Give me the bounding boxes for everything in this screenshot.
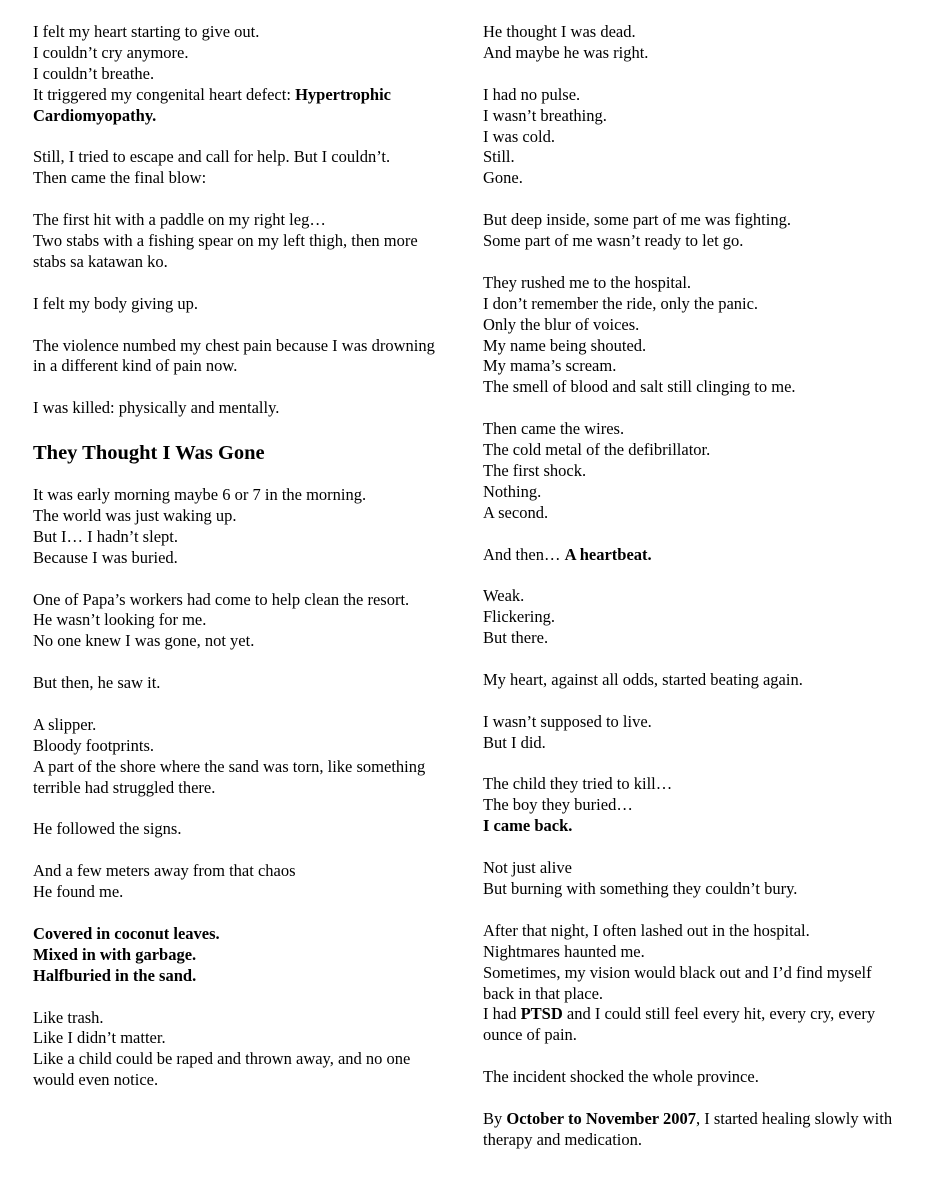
paragraph: My heart, against all odds, started beating again. bbox=[483, 669, 803, 689]
paragraph: He followed the signs. bbox=[33, 819, 182, 839]
paragraph bbox=[33, 924, 443, 987]
bold-line: Covered in coconut leaves. bbox=[33, 923, 220, 943]
text-line: I felt my heart starting to give out. bbox=[33, 22, 260, 41]
text-line: Then came the final blow: bbox=[33, 168, 207, 188]
bold-text: A heartbeat. bbox=[564, 544, 652, 564]
paragraph: The incident shocked the whole province. bbox=[483, 1067, 759, 1087]
text-line: Flickering. bbox=[483, 607, 555, 627]
paragraph bbox=[483, 22, 903, 64]
paragraph: I was killed: physically and mentally. bbox=[33, 398, 280, 418]
bold-text: October to November 2007 bbox=[506, 1108, 696, 1128]
paragraph: The violence numbed my chest pain because I was drowning in a different kind of pain now. bbox=[33, 335, 435, 376]
paragraph bbox=[33, 590, 443, 653]
text-line: And a few meters away from that chaos bbox=[33, 861, 296, 881]
text-line: It was early morning maybe 6 or 7 in the morning. bbox=[33, 485, 367, 505]
paragraph bbox=[483, 85, 903, 190]
paragraph bbox=[483, 858, 903, 900]
text-line: Sometimes, my vision would black out and I’d find myself back in that place. bbox=[483, 962, 872, 1003]
paragraph bbox=[483, 921, 903, 1046]
paragraph bbox=[483, 586, 903, 649]
text-line: Gone. bbox=[483, 168, 523, 188]
paragraph bbox=[483, 1109, 903, 1151]
paragraph bbox=[33, 147, 443, 189]
text-line: No one knew I was gone, not yet. bbox=[33, 631, 255, 651]
text-line: A part of the shore where the sand was torn, like something terrible had struggled there. bbox=[33, 756, 426, 797]
paragraph bbox=[33, 861, 443, 903]
text-line: A slipper. bbox=[33, 714, 97, 734]
bold-text: PTSD bbox=[520, 1004, 563, 1024]
text-line: He thought I was dead. bbox=[483, 22, 636, 41]
text-line: I couldn’t breathe. bbox=[33, 63, 155, 83]
text-line: Like trash. bbox=[33, 1007, 104, 1027]
text-line: I don’t remember the ride, only the panic. bbox=[483, 293, 759, 313]
bold-line: Mixed in with garbage. bbox=[33, 944, 197, 964]
text-line: But burning with something they couldn’t bury. bbox=[483, 879, 798, 898]
text-line: I couldn’t cry anymore. bbox=[33, 42, 189, 62]
paragraph bbox=[33, 715, 443, 799]
left-column bbox=[33, 22, 443, 1091]
text-line: A second. bbox=[483, 502, 549, 522]
paragraph bbox=[483, 210, 903, 252]
text-line: My mama’s scream. bbox=[483, 356, 617, 376]
text-line: My name being shouted. bbox=[483, 335, 647, 355]
text-line: I wasn’t supposed to live. bbox=[483, 711, 652, 731]
right-column bbox=[483, 22, 903, 1151]
text-line: After that night, I often lashed out in the hospital. bbox=[483, 920, 810, 940]
text-line: They rushed me to the hospital. bbox=[483, 272, 692, 292]
bold-line: Halfburied in the sand. bbox=[33, 965, 197, 985]
text-line: But I did. bbox=[483, 732, 546, 752]
text-line: The first shock. bbox=[483, 460, 587, 480]
paragraph: But then, he saw it. bbox=[33, 673, 161, 693]
text-line: But deep inside, some part of me was fighting. bbox=[483, 210, 791, 230]
text-line: But I… I hadn’t slept. bbox=[33, 526, 178, 546]
text-line: One of Papa’s workers had come to help clean the resort. bbox=[33, 589, 410, 609]
text-run: and I could still feel every hit, every cry, every ounce of pain. bbox=[483, 1004, 876, 1045]
text-line: Only the blur of voices. bbox=[483, 314, 640, 334]
bold-line: I came back. bbox=[483, 816, 573, 836]
text-line: Two stabs with a fishing spear on my left thigh, then more stabs sa katawan ko. bbox=[33, 231, 418, 271]
text-run: By bbox=[483, 1108, 507, 1128]
text-line: Nothing. bbox=[483, 481, 542, 501]
text-line: The boy they buried… bbox=[483, 795, 633, 815]
paragraph bbox=[483, 712, 903, 754]
text-line bbox=[483, 1004, 903, 1046]
text-line: Like I didn’t matter. bbox=[33, 1028, 166, 1048]
text-line: Still, I tried to escape and call for help. But I couldn’t. bbox=[33, 147, 391, 167]
paragraph bbox=[33, 1008, 443, 1092]
text-line: And maybe he was right. bbox=[483, 42, 649, 62]
section-heading: They Thought I Was Gone bbox=[33, 442, 265, 465]
text-run: And then… bbox=[483, 544, 565, 564]
text-line: But there. bbox=[483, 628, 549, 648]
text-line: Weak. bbox=[483, 586, 525, 606]
text-line: Then came the wires. bbox=[483, 419, 625, 439]
text-line: Like a child could be raped and thrown away, and no one would even notice. bbox=[33, 1049, 411, 1090]
paragraph bbox=[33, 22, 443, 127]
text-run: It triggered my congenital heart defect: bbox=[33, 84, 296, 104]
text-line: I wasn’t breathing. bbox=[483, 105, 607, 125]
paragraph bbox=[483, 774, 903, 837]
text-line: Still. bbox=[483, 147, 515, 167]
text-line: He wasn’t looking for me. bbox=[33, 610, 207, 630]
paragraph bbox=[483, 273, 903, 398]
text-line: The child they tried to kill… bbox=[483, 774, 673, 794]
text-line: I had no pulse. bbox=[483, 84, 581, 104]
paragraph bbox=[483, 419, 903, 524]
text-line: Not just alive bbox=[483, 858, 572, 878]
bold-text: Hypertrophic Cardiomyopathy. bbox=[33, 84, 392, 125]
text-run: I had bbox=[483, 1004, 521, 1024]
text-line: Nightmares haunted me. bbox=[483, 941, 645, 961]
text-line: Bloody footprints. bbox=[33, 735, 155, 755]
paragraph: I felt my body giving up. bbox=[33, 293, 198, 313]
text-line: The first hit with a paddle on my right leg… bbox=[33, 210, 326, 230]
paragraph bbox=[33, 210, 443, 273]
text-line: The cold metal of the defibrillator. bbox=[483, 440, 711, 460]
text-line bbox=[33, 85, 443, 127]
paragraph bbox=[33, 485, 443, 569]
text-line: He found me. bbox=[33, 882, 124, 902]
text-line: The world was just waking up. bbox=[33, 505, 237, 525]
text-line: I was cold. bbox=[483, 126, 555, 146]
text-line: Some part of me wasn’t ready to let go. bbox=[483, 231, 744, 251]
paragraph bbox=[483, 545, 903, 566]
text-line: Because I was buried. bbox=[33, 547, 178, 567]
text-run: , I started healing slowly with therapy and medication. bbox=[483, 1108, 893, 1149]
text-line: The smell of blood and salt still clinging to me. bbox=[483, 377, 796, 397]
